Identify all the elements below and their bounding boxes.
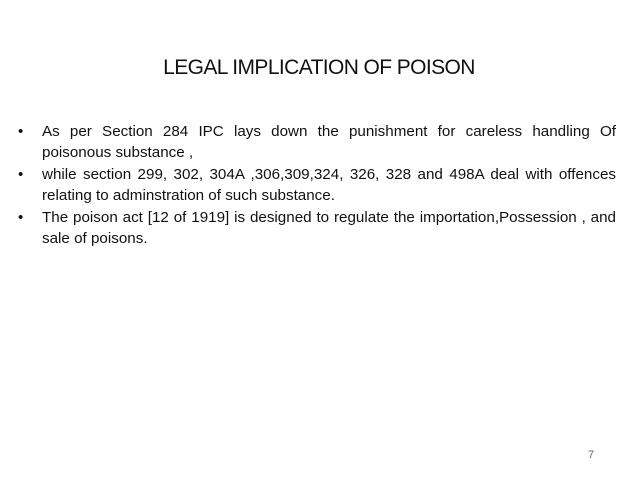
slide-title: LEGAL IMPLICATION OF POISON: [163, 56, 475, 79]
page-number: 7: [588, 449, 595, 461]
bullet-icon: •: [18, 123, 24, 140]
bullet-item: [16, 208, 616, 249]
bullet-text: The poison act [12 of 1919] is designed to regulate the importation,Possession , and sale of poisons.: [42, 209, 616, 247]
bullet-icon: •: [18, 166, 24, 183]
bullet-item: [16, 122, 616, 163]
bullet-list: [16, 122, 616, 251]
bullet-text: while section 299, 302, 304A ,306,309,324, 326, 328 and 498A deal with offences relating to adminstration of such substance.: [42, 166, 616, 204]
bullet-item: [16, 165, 616, 206]
bullet-icon: •: [18, 209, 24, 226]
bullet-text: As per Section 284 IPC lays down the punishment for careless handling Of poisonous substance ,: [42, 123, 616, 161]
